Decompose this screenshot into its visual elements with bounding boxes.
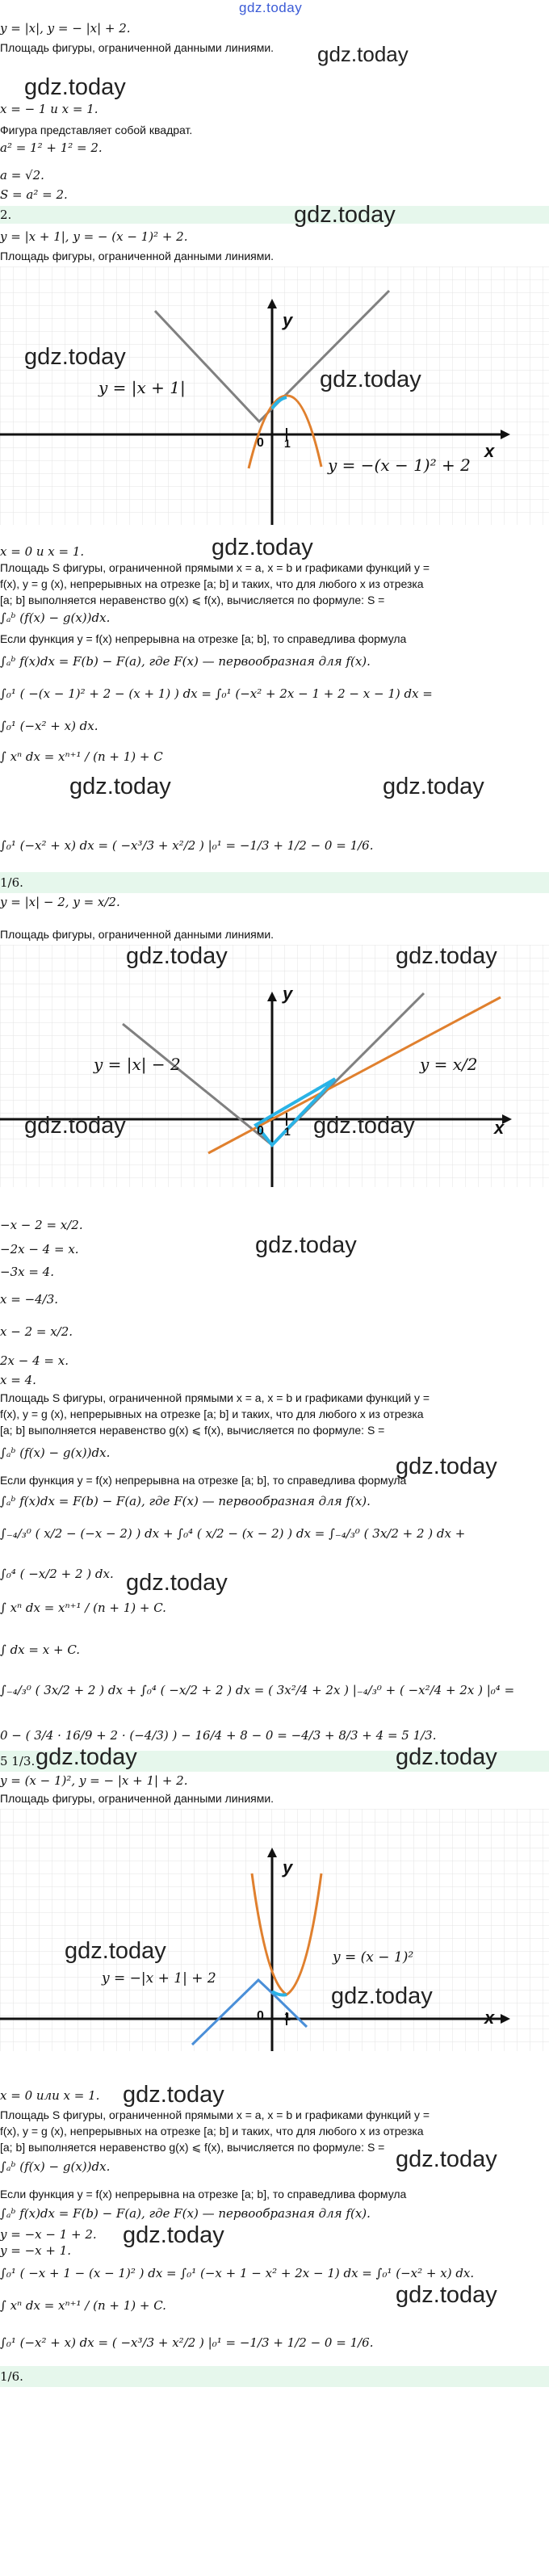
origin-label: 0: [257, 2009, 264, 2023]
graph-p4: [0, 1809, 549, 2051]
answer-band: [0, 872, 549, 893]
p4-line: ∫ₐᵇ (f(x) − g(x))dx.: [0, 2159, 111, 2174]
p1-line: a² = 1² + 1² = 2.: [0, 141, 103, 155]
watermark: gdz.today: [383, 774, 484, 799]
p4-line: y = (x − 1)², y = − |x + 1| + 2.: [0, 1773, 188, 1788]
watermark: gdz.today: [313, 1113, 415, 1139]
watermark: gdz.today: [320, 367, 421, 392]
p2-line: ∫₀¹ (−x² + x) dx = ( −x³/3 + x²/2 ) |₀¹ = −1/3 + 1/2 − 0 = 1/6.: [0, 838, 374, 853]
p4-line: x = 0 или x = 1.: [0, 2088, 100, 2103]
p1-line: y = |x|, y = − |x| + 2.: [0, 21, 131, 36]
p4-line: y = −x − 1 + 2.: [0, 2227, 97, 2242]
graph-p2: [0, 266, 549, 525]
watermark: gdz.today: [126, 1570, 228, 1596]
p4-line: Если функция y = f(x) непрерывна на отрезке [a; b], то справедлива формула: [0, 2188, 407, 2201]
p1-line: S = a² = 2.: [0, 187, 68, 202]
p1-line: x = − 1 и x = 1.: [0, 102, 98, 116]
origin-label: 0: [257, 1124, 264, 1138]
watermark: gdz.today: [123, 2082, 224, 2108]
watermark: gdz.today: [396, 1454, 497, 1479]
p3-line: [a; b] выполняется неравенство g(x) ⩽ f(x), вычисляется по формуле: S =: [0, 1424, 385, 1437]
p2-line: ∫ xⁿ dx = xⁿ⁺¹ / (n + 1) + C: [0, 749, 163, 764]
p3-line: ∫₋₄/₃⁰ ( x/2 − (−x − 2) ) dx + ∫₀⁴ ( x/2 − (x − 2) ) dx = ∫₋₄/₃⁰ ( 3x/2 + 2 ) dx +: [0, 1526, 466, 1541]
p3-eq: −x − 2 = x/2.: [0, 1218, 83, 1232]
p2-line: Если функция y = f(x) непрерывна на отрезке [a; b], то справедлива формула: [0, 632, 407, 645]
tick-one-label: 1: [284, 1125, 291, 1138]
p4-line: ∫₀¹ (−x² + x) dx = ( −x³/3 + x²/2 ) |₀¹ = −1/3 + 1/2 − 0 = 1/6.: [0, 2335, 374, 2350]
watermark: gdz.today: [24, 1113, 126, 1139]
p3-line: f(x), y = g (x), непрерывных на отрезке [a; b] и таких, что для любого x из отрезка: [0, 1408, 424, 1420]
watermark: gdz.today: [396, 1744, 497, 1770]
p2-answer: 1/6.: [0, 875, 23, 890]
p1-line: a = √2.: [0, 168, 44, 183]
graph-label: y = −(x − 1)² + 2: [328, 455, 471, 475]
p2-line: ∫₀¹ ( −(x − 1)² + 2 − (x + 1) ) dx = ∫₀¹ (−x² + 2x − 1 + 2 − x − 1) dx =: [0, 686, 433, 701]
p1-line: Фигура представляет собой квадрат.: [0, 124, 193, 136]
y-axis-label: y: [283, 984, 293, 1004]
p3-line: ∫ xⁿ dx = xⁿ⁺¹ / (n + 1) + C.: [0, 1601, 166, 1615]
p4-answer: 1/6.: [0, 2369, 23, 2384]
graph-label: y = |x| − 2: [94, 1055, 181, 1074]
watermark: gdz.today: [212, 535, 313, 560]
p4-line: f(x), y = g (x), непрерывных на отрезке [a; b] и таких, что для любого x из отрезка: [0, 2125, 424, 2138]
x-axis-label: x: [484, 2008, 495, 2028]
p3-line: Площадь S фигуры, ограниченной прямыми x = a, x = b и графиками функций y =: [0, 1391, 430, 1404]
watermark: gdz.today: [24, 344, 126, 370]
p2-line: ∫₀¹ (−x² + x) dx.: [0, 719, 98, 733]
p3-answer: 5 1/3.: [0, 1754, 36, 1768]
p3-line: ∫₀⁴ ( −x/2 + 2 ) dx.: [0, 1567, 114, 1581]
watermark: gdz.today: [317, 42, 409, 66]
p3-line: Если функция y = f(x) непрерывна на отрезке [a; b], то справедлива формула: [0, 1474, 407, 1487]
p3-line: y = |x| − 2, y = x/2.: [0, 895, 120, 909]
graph-label: y = (x − 1)²: [333, 1949, 414, 1966]
watermark: gdz.today: [126, 943, 228, 969]
y-axis-label: y: [283, 1857, 293, 1877]
p4-line: ∫₀¹ ( −x + 1 − (x − 1)² ) dx = ∫₀¹ (−x + 1 − x² + 2x − 1) dx = ∫₀¹ (−x² + x) dx.: [0, 2266, 475, 2280]
watermark: gdz.today: [24, 74, 126, 100]
graph-label: y = |x + 1|: [98, 378, 186, 397]
p2-line: f(x), y = g (x), непрерывных на отрезке [a; b] и таких, что для любого x из отрезка: [0, 577, 424, 590]
p3-eq: −2x − 4 = x.: [0, 1242, 79, 1257]
graph-label: y = x/2: [420, 1055, 478, 1074]
graph-label: y = −|x + 1| + 2: [102, 1970, 216, 1987]
watermark: gdz.today: [331, 1983, 433, 2009]
p3-line: ∫ₐᵇ f(x)dx = F(b) − F(a), где F(x) — первообразная для f(x).: [0, 1494, 371, 1508]
p3-line: ∫₋₄/₃⁰ ( 3x/2 + 2 ) dx + ∫₀⁴ ( −x/2 + 2 ) dx = ( 3x²/4 + 2x ) |₋₄/₃⁰ + ( −x²/4 + 2x ) |₀⁴ =: [0, 1683, 515, 1697]
p3-eq: 2x − 4 = x.: [0, 1353, 69, 1368]
p3-eq: x − 2 = x/2.: [0, 1324, 73, 1339]
p2-line: Площадь S фигуры, ограниченной прямыми x = a, x = b и графиками функций y =: [0, 561, 430, 574]
p3-line: ∫ dx = x + C.: [0, 1643, 81, 1657]
watermark: gdz.today: [255, 1232, 357, 1258]
p3-line: ∫ₐᵇ (f(x) − g(x))dx.: [0, 1445, 111, 1460]
site-logo[interactable]: gdz.today: [239, 0, 303, 15]
tick-one-label: 1: [284, 437, 291, 450]
watermark: gdz.today: [123, 2222, 224, 2248]
p3-line: 0 − ( 3/4 · 16/9 + 2 · (−4/3) ) − 16/4 + 8 − 0 = −4/3 + 8/3 + 4 = 5 1/3.: [0, 1728, 437, 1743]
watermark: gdz.today: [65, 1938, 166, 1964]
watermark: gdz.today: [36, 1744, 137, 1770]
watermark: gdz.today: [69, 774, 171, 799]
y-axis-label: y: [283, 310, 293, 330]
watermark: gdz.today: [396, 2282, 497, 2308]
p4-line: ∫ xⁿ dx = xⁿ⁺¹ / (n + 1) + C.: [0, 2298, 166, 2313]
answer-band: [0, 206, 549, 224]
p2-line: Площадь фигуры, ограниченной данными линиями.: [0, 250, 274, 262]
p2-line: ∫ₐᵇ (f(x) − g(x))dx.: [0, 610, 111, 625]
p1-line: Площадь фигуры, ограниченной данными линиями.: [0, 41, 274, 54]
p4-line: y = −x + 1.: [0, 2243, 72, 2258]
p4-line: [a; b] выполняется неравенство g(x) ⩽ f(x), вычисляется по формуле: S =: [0, 2141, 385, 2154]
origin-label: 0: [257, 436, 264, 450]
p3-eq: −3x = 4.: [0, 1265, 54, 1279]
x-axis-label: x: [494, 1118, 505, 1138]
p4-line: ∫ₐᵇ f(x)dx = F(b) − F(a), где F(x) — первообразная для f(x).: [0, 2206, 371, 2221]
p2-line: y = |x + 1|, y = − (x − 1)² + 2.: [0, 229, 188, 244]
p4-line: Площадь фигуры, ограниченной данными линиями.: [0, 1792, 274, 1805]
p3-eq: x = 4.: [0, 1373, 36, 1387]
p2-line: x = 0 и x = 1.: [0, 544, 85, 559]
p3-line: Площадь фигуры, ограниченной данными линиями.: [0, 928, 274, 941]
p1-answer: 2.: [0, 208, 12, 222]
watermark: gdz.today: [294, 202, 396, 228]
p4-line: Площадь S фигуры, ограниченной прямыми x = a, x = b и графиками функций y =: [0, 2108, 430, 2121]
x-axis-label: x: [484, 441, 495, 461]
p3-eq: x = −4/3.: [0, 1292, 59, 1307]
watermark: gdz.today: [396, 2146, 497, 2172]
p2-line: ∫ₐᵇ f(x)dx = F(b) − F(a), где F(x) — первообразная для f(x).: [0, 654, 371, 669]
watermark: gdz.today: [396, 943, 497, 969]
p2-line: [a; b] выполняется неравенство g(x) ⩽ f(x), вычисляется по формуле: S =: [0, 594, 385, 606]
answer-band: [0, 2366, 549, 2387]
tick-one-label: 1: [284, 2010, 291, 2023]
